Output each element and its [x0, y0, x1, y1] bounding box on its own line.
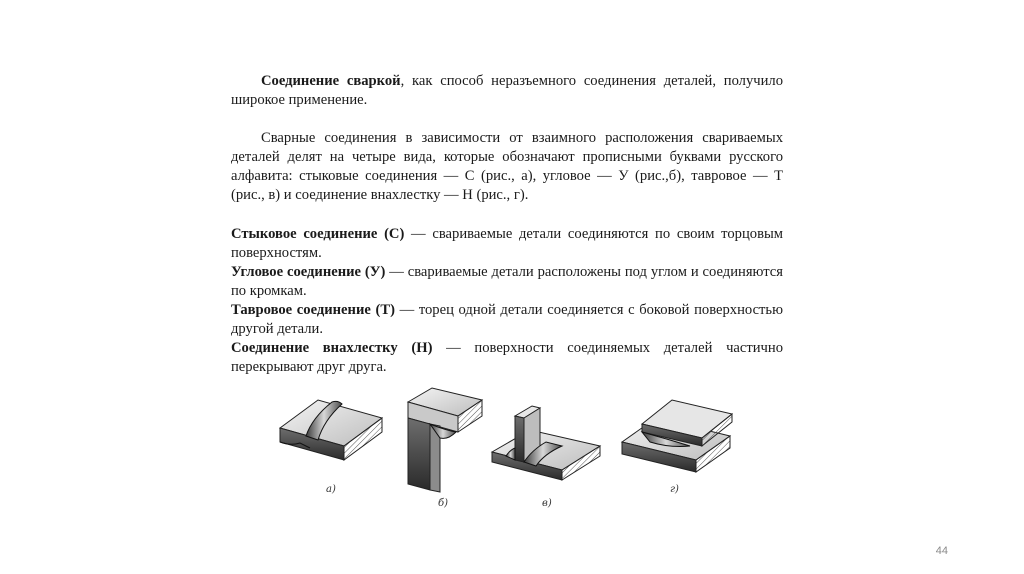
definition-lap	[231, 339, 783, 377]
text-block	[231, 72, 783, 377]
page-number: 44	[935, 545, 948, 557]
weld-figures-svg	[270, 380, 750, 520]
definition-text: — свариваемые детали расположены под углом и соединяются по кромкам.	[231, 264, 783, 299]
definition-tee	[231, 301, 783, 339]
definition-text: — торец одной детали соединяется с боковой поверхностью другой детали.	[231, 302, 783, 337]
figure-label-c: в)	[542, 498, 552, 509]
definition-term: Соединение внахлестку (Н)	[231, 340, 433, 356]
definition-text: — поверхности соединяемых деталей частично перекрывают друг друга.	[231, 340, 783, 375]
definition-term: Стыковое соединение (С)	[231, 226, 405, 242]
intro-text: , как способ неразъемного соединения деталей, получило широкое применение.	[231, 73, 783, 108]
butt-joint-figure	[280, 400, 382, 460]
figure-label-d: г)	[670, 484, 679, 495]
lap-joint-figure	[622, 400, 732, 472]
figure-label-a: а)	[326, 484, 336, 495]
intro-paragraph	[231, 72, 783, 110]
definition-text: — свариваемые детали соединяются по своим торцовым поверхностям.	[231, 226, 783, 261]
intro-term: Соединение сваркой	[261, 73, 401, 89]
types-paragraph: Сварные соединения в зависимости от взаимного расположения свариваемых деталей делят на четыре вида, которые обозначают прописными буквами русского алфавита: стыковые соединения — С (рис., а), угловое — У (рис.,б), тавровое — Т (рис., в) и соединение внахлестку — Н (рис., г).	[231, 130, 783, 203]
definition-term: Угловое соединение (У)	[231, 264, 386, 280]
weld-figures	[270, 380, 750, 520]
definition-term: Тавровое соединение (Т)	[231, 302, 395, 318]
definition-butt	[231, 225, 783, 263]
tee-joint-figure	[492, 406, 600, 480]
corner-joint-figure	[408, 388, 482, 492]
definition-corner	[231, 263, 783, 301]
figure-label-b: б)	[438, 498, 449, 509]
